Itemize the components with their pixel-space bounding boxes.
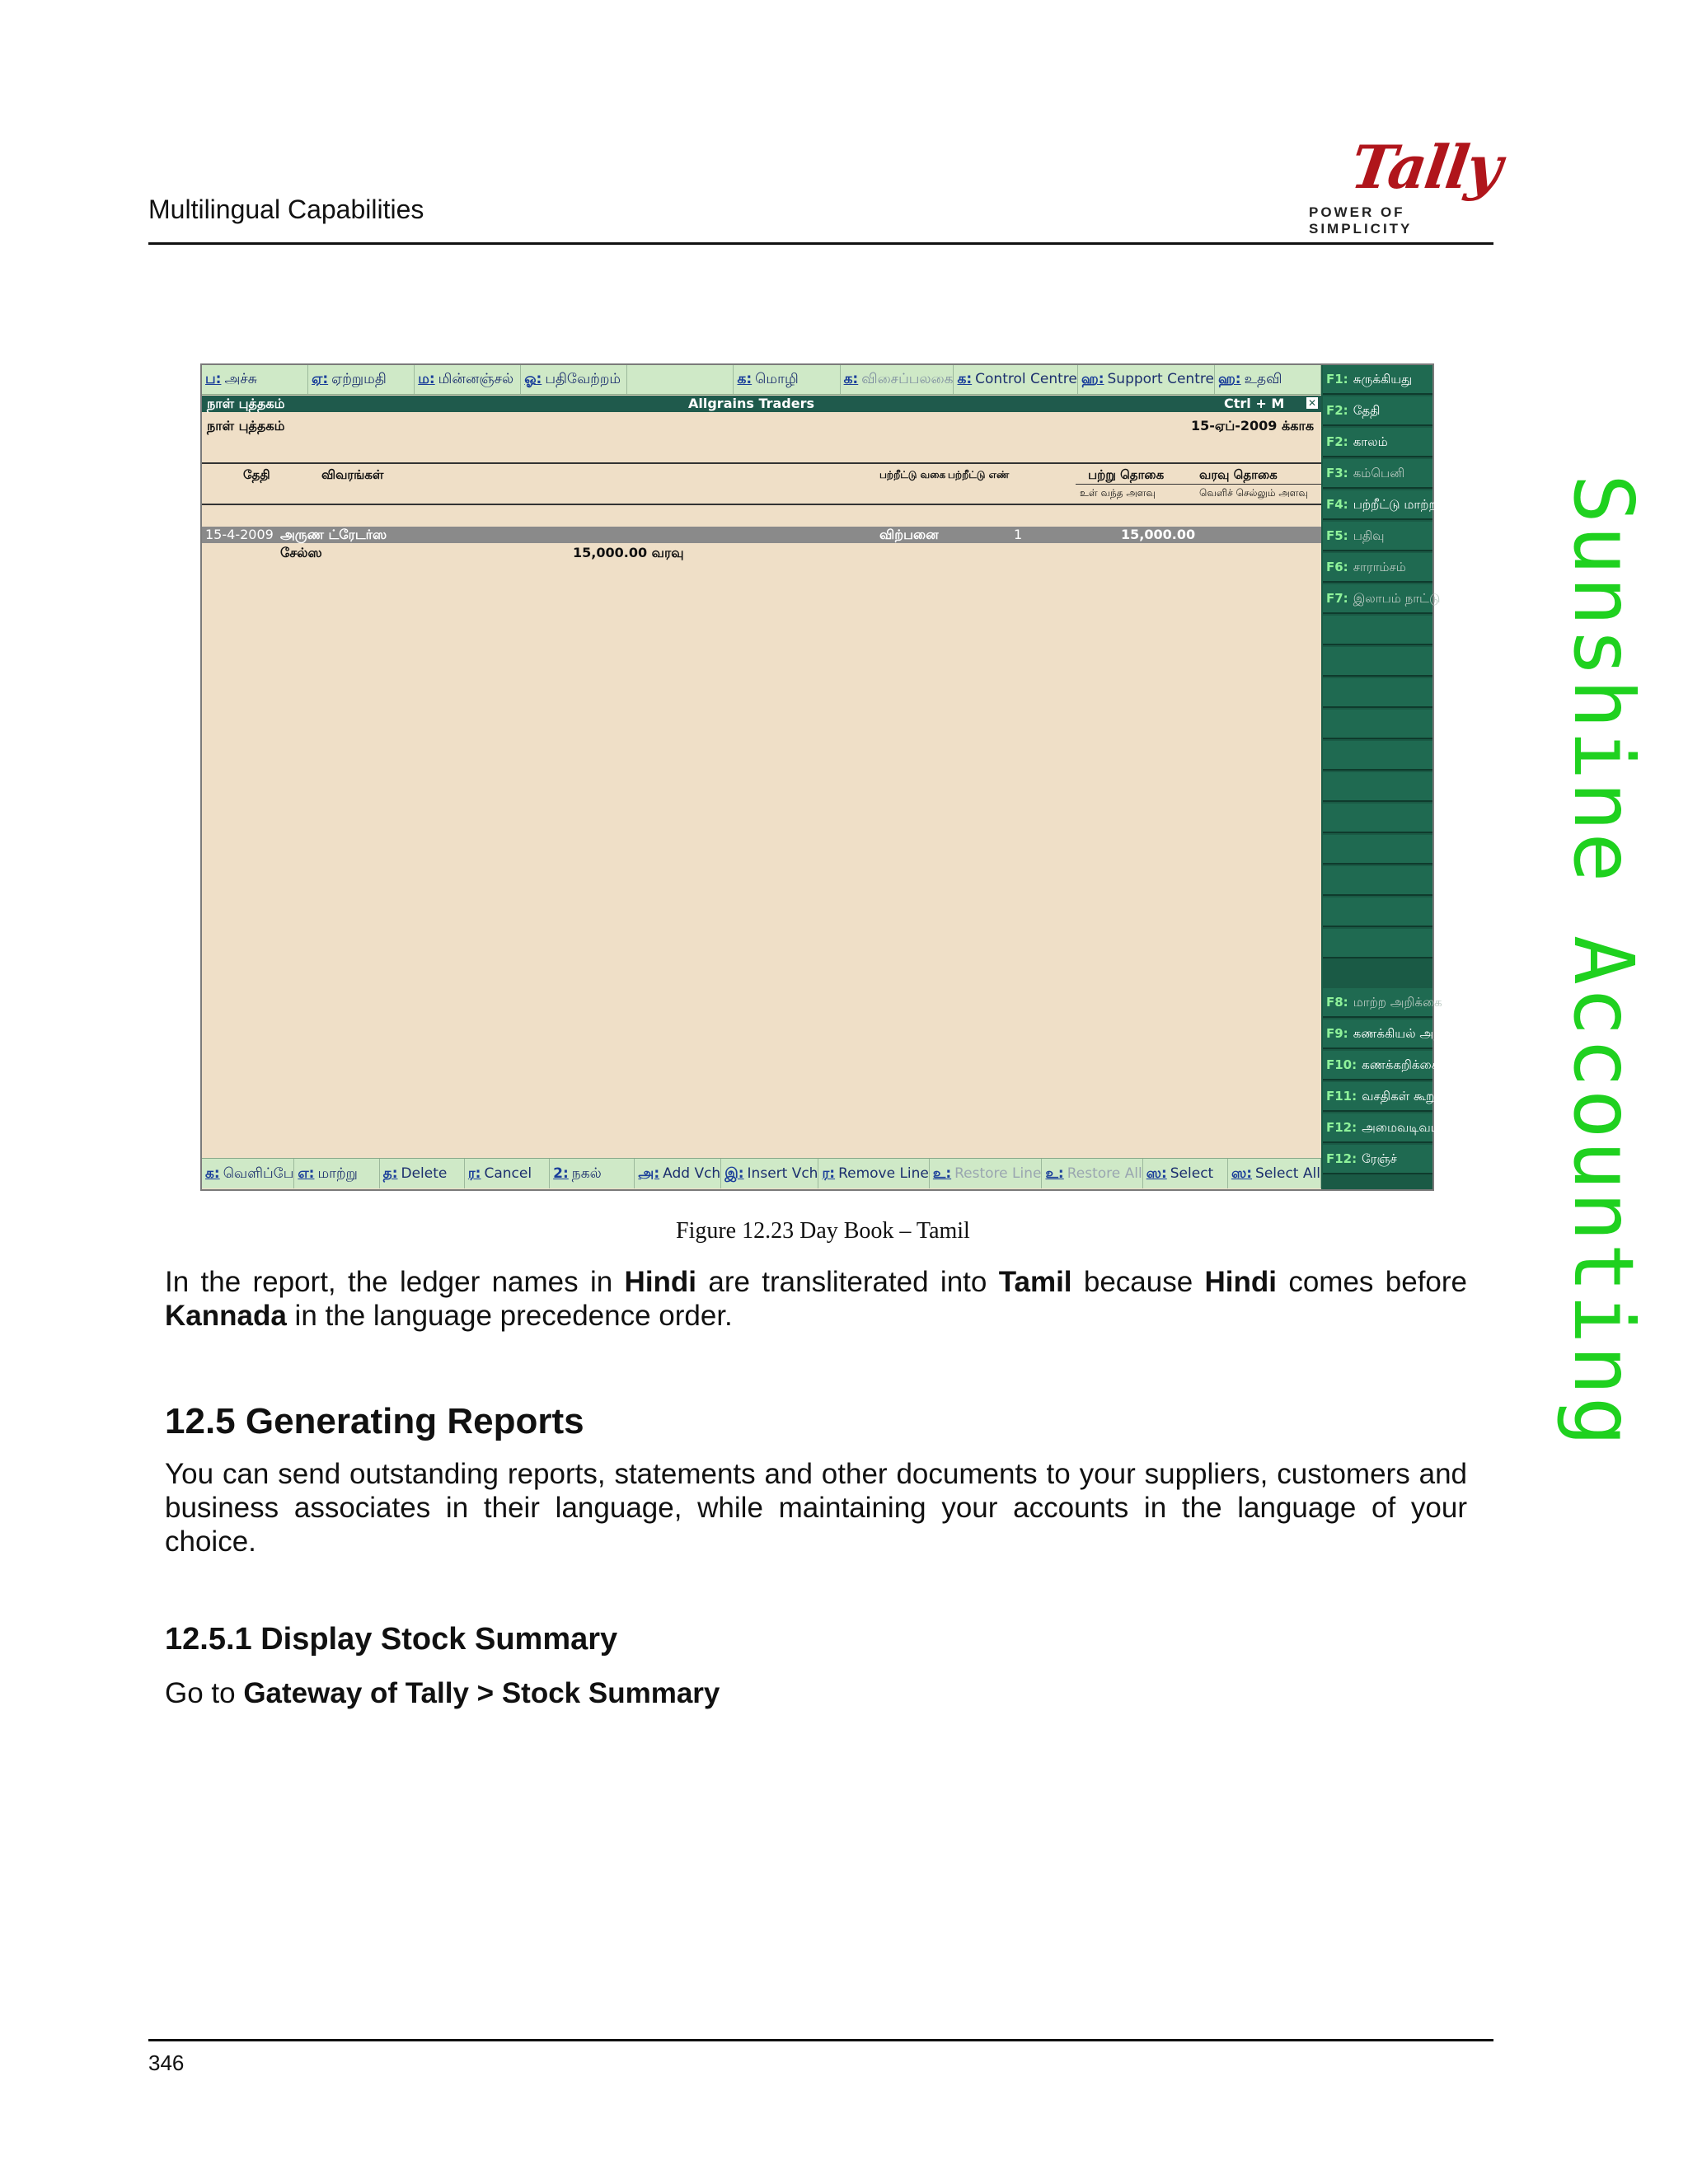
col-vch-type: பற்றீட்டு வகை [879, 469, 946, 480]
bottom-button-bar [202, 1158, 1321, 1188]
menu-item-support-centre[interactable]: ஹ: Support Centre [1078, 365, 1215, 394]
fkey-blank [1323, 616, 1432, 645]
section-title: Multilingual Capabilities [148, 194, 424, 224]
function-key-panel [1321, 365, 1472, 1189]
entry-ledger: சேல்ஸ [280, 545, 322, 560]
btn-print-out[interactable]: க: வெளிப்பே [202, 1159, 294, 1188]
menu-item-upload[interactable]: ஓ: பதிவேற்றம் [521, 365, 627, 394]
tally-logo [1302, 132, 1505, 237]
fkey-f8[interactable]: F8: மாற்ற அறிக்கை [1323, 988, 1432, 1018]
fkey-f5[interactable]: F5: பதிவு [1323, 522, 1432, 551]
table-header-rule [202, 504, 1321, 505]
col-vch-no: பற்றீட்டு எண் [948, 469, 1010, 480]
btn-remove-line[interactable]: ர: Remove Line [818, 1159, 929, 1188]
table-top-rule [202, 462, 1321, 464]
fkey-blank [1323, 804, 1432, 833]
menu-item-export[interactable]: ஏ: ஏற்றுமதி [308, 365, 415, 394]
title-bar [202, 396, 1321, 412]
page-number: 346 [148, 2050, 185, 2075]
table-row[interactable] [202, 527, 1321, 543]
btn-restore-all[interactable]: உ: Restore All [1042, 1159, 1142, 1188]
col-date: தேதி [243, 467, 270, 482]
fkey-blank [1323, 835, 1432, 865]
fkey-blank [1323, 647, 1432, 677]
title-left: நாள் புத்தகம் [207, 396, 285, 411]
fkey-blank [1323, 866, 1432, 896]
company-name: Allgrains Traders [688, 396, 815, 411]
fkey-f2-period[interactable]: F2: காலம் [1323, 428, 1432, 457]
logo-word: Tally [1347, 132, 1505, 202]
btn-delete[interactable]: த: Delete [380, 1159, 465, 1188]
paragraph-transliteration: In the report, the ledger names in Hindi are transliterated into Tamil because Hindi comes before Kannada in the language precedence order. [165, 1266, 1468, 1332]
subsection-heading: 12.5.1 Display Stock Summary [165, 1622, 618, 1657]
btn-duplicate[interactable]: 2: நகல் [550, 1159, 635, 1188]
fkey-blank [1323, 741, 1432, 771]
entry-ledger-amount: 15,000.00 வரவு [573, 545, 684, 560]
fkey-blank [1323, 710, 1432, 739]
fkey-f9[interactable]: F9: கணக்கியல் அறிக்கை [1323, 1019, 1432, 1049]
amount-subrule [1076, 484, 1321, 485]
btn-alter[interactable]: எ: மாற்று [294, 1159, 379, 1188]
shortcut-hint: Ctrl + M [1224, 396, 1285, 411]
fkey-f6[interactable]: F6: சாராம்சம் [1323, 553, 1432, 583]
fkey-f11-features[interactable]: F11: வசதிகள் கூறுகள் [1323, 1082, 1432, 1112]
fkey-f4-voucher-type[interactable]: F4: பற்றீட்டு மாற்றம் [1323, 490, 1432, 520]
col-inward: உள் வந்த அளவு [1080, 487, 1156, 499]
fkey-f3-company[interactable]: F3: கம்பெனி [1323, 459, 1432, 489]
section-heading: 12.5 Generating Reports [165, 1401, 584, 1441]
menu-item-keyboard[interactable]: க: விசைப்பலகை [841, 365, 954, 394]
btn-restore-line[interactable]: உ: Restore Line [930, 1159, 1043, 1188]
report-name: நாள் புத்தகம் [207, 418, 285, 434]
menu-item-help[interactable]: ஹ: உதவி [1215, 365, 1321, 394]
col-outward: வெளிச் செல்லும் அளவு [1199, 487, 1308, 499]
top-menu-bar [202, 365, 1321, 395]
figure-caption: Figure 12.23 Day Book – Tamil [676, 1218, 970, 1244]
col-credit: வரவு தொகை [1199, 467, 1278, 482]
fkey-f2-date[interactable]: F2: தேதி [1323, 396, 1432, 426]
entry-type: விற்பனை [879, 527, 939, 542]
btn-select[interactable]: ஸ: Select [1143, 1159, 1228, 1188]
entry-amount: 15,000.00 [1121, 527, 1196, 542]
fkey-blank [1323, 898, 1432, 927]
fkey-blank [1323, 772, 1432, 802]
btn-insert-vch[interactable]: இ: Insert Vch [721, 1159, 818, 1188]
fkey-f1-condensed[interactable]: F1: சுருக்கியது [1323, 365, 1432, 395]
entry-date: 15-4-2009 [205, 527, 274, 542]
footer-divider [148, 2039, 1493, 2041]
menu-item-print[interactable]: ப: அச்சு [202, 365, 308, 394]
entry-number: 1 [1014, 527, 1023, 542]
tally-daybook-screenshot [200, 363, 1472, 1191]
menu-item-control-centre[interactable]: க: Control Centre [954, 365, 1077, 394]
menu-item-language[interactable]: க: மொழி [734, 365, 840, 394]
header-divider [148, 242, 1493, 245]
fkey-f12-range[interactable]: F12: ரேஞ்ச் [1323, 1145, 1432, 1174]
btn-cancel[interactable]: ர: Cancel [465, 1159, 550, 1188]
fkey-f10[interactable]: F10: கணக்கறிக்கை [1323, 1051, 1432, 1080]
btn-select-all[interactable]: ஸ: Select All [1228, 1159, 1321, 1188]
logo-tagline: POWER OF SIMPLICITY [1309, 204, 1413, 237]
entry-party: அருண ட்ரேடர்ஸ [280, 527, 387, 542]
menu-item-empty [627, 365, 734, 394]
watermark: Sunshine Accounting [1555, 474, 1652, 1448]
fkey-f7[interactable]: F7: இலாபம் நாட்டு [1323, 584, 1432, 614]
fkey-blank [1323, 929, 1432, 958]
fkey-blank [1323, 678, 1432, 708]
col-particulars: விவரங்கள் [321, 467, 384, 482]
btn-add-vch[interactable]: அ: Add Vch [635, 1159, 721, 1188]
close-icon[interactable]: ✕ [1307, 397, 1317, 409]
menu-item-email[interactable]: ம: மின்னஞ்சல் [415, 365, 521, 394]
fkey-f12-configure[interactable]: F12: அமைவடிவம் [1323, 1113, 1432, 1143]
col-debit: பற்று தொகை [1088, 467, 1165, 482]
paragraph-generating-reports: You can send outstanding reports, statements and other documents to your suppliers, customers and business associates in their language, while maintaining your accounts in the language of your choice. [165, 1458, 1467, 1558]
paragraph-navigation: Go to Gateway of Tally > Stock Summary [165, 1677, 720, 1709]
report-period: 15-ஏப்-2009 க்காக [1191, 418, 1315, 434]
